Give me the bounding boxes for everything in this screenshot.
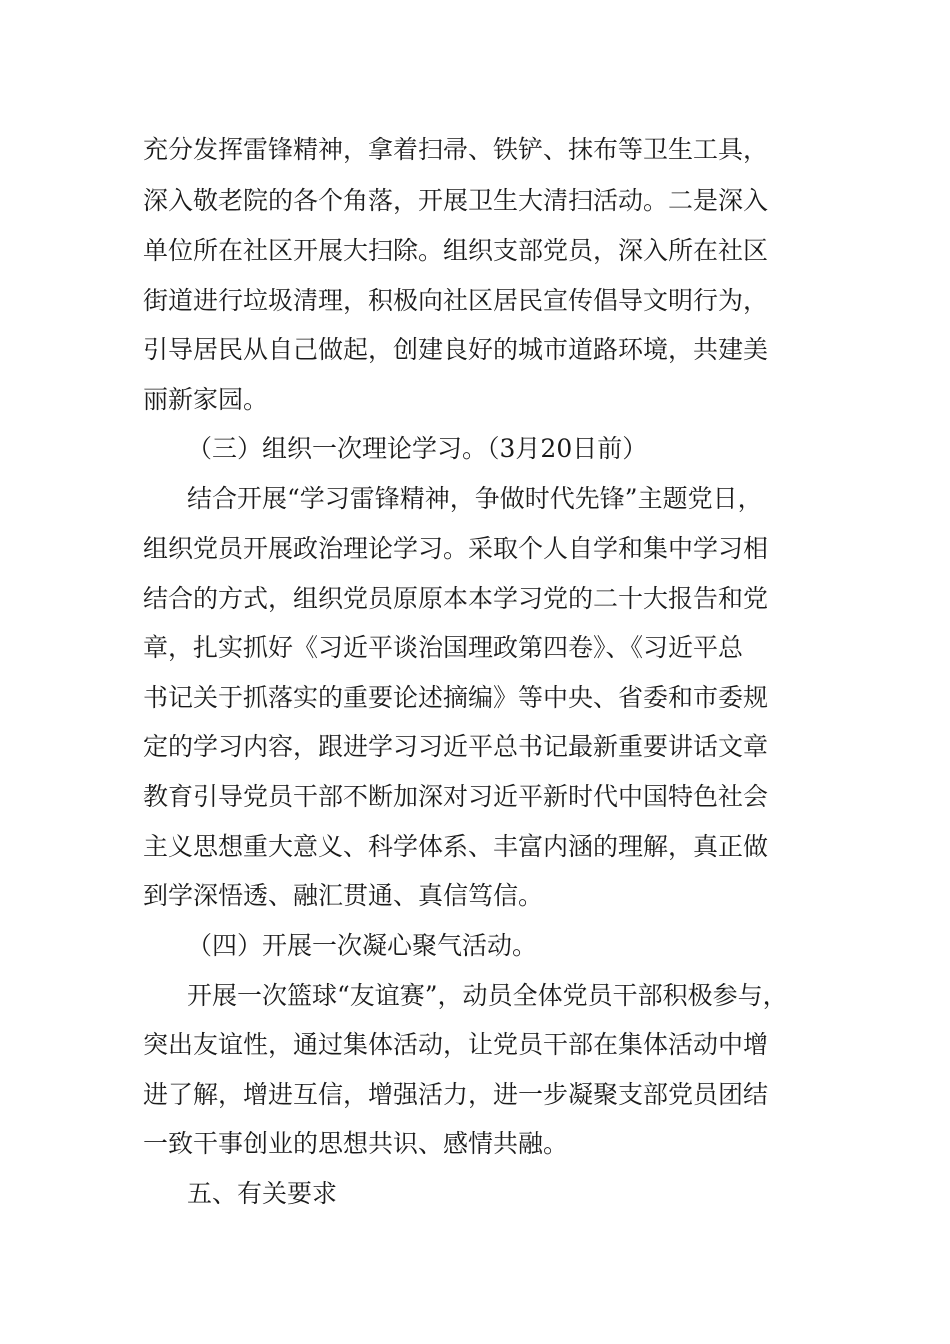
body-line: 街道进行垃圾清理，积极向社区居民宣传倡导文明行为， <box>143 286 769 315</box>
section-heading-3: （三）组织一次理论学习。（3月20日前） <box>187 434 648 463</box>
body-line: 单位所在社区开展大扫除。组织支部党员，深入所在社区 <box>143 236 769 265</box>
body-line: 丽新家园。 <box>143 385 269 414</box>
body-line: 结合开展“学习雷锋精神，争做时代先锋”主题党日， <box>187 484 763 513</box>
body-line: 深入敬老院的各个角落，开展卫生大清扫活动。二是深入 <box>143 186 769 215</box>
body-line: 进了解，增进互信，增强活力，进一步凝聚支部党员团结 <box>143 1080 769 1109</box>
body-line: 章，扎实抓好《习近平谈治国理政第四卷》、《习近平总 <box>143 633 744 662</box>
body-line: 引导居民从自己做起，创建良好的城市道路环境，共建美 <box>143 335 769 364</box>
body-line: 开展一次篮球“友谊赛”，动员全体党员干部积极参与， <box>187 981 788 1010</box>
body-line: 主义思想重大意义、科学体系、丰富内涵的理解，真正做 <box>143 832 769 861</box>
body-line: 组织党员开展政治理论学习。采取个人自学和集中学习相 <box>143 534 769 563</box>
section-heading-5: 五、有关要求 <box>187 1179 338 1208</box>
body-line: 一致干事创业的思想共识、感情共融。 <box>143 1129 569 1158</box>
section-heading-4: （四）开展一次凝心聚气活动。 <box>187 931 538 960</box>
body-line: 定的学习内容，跟进学习习近平总书记最新重要讲话文章 <box>143 732 769 761</box>
body-line: 教育引导党员干部不断加深对习近平新时代中国特色社会 <box>143 782 769 811</box>
body-line: 充分发挥雷锋精神，拿着扫帚、铁铲、抹布等卫生工具， <box>143 135 769 164</box>
body-line: 突出友谊性，通过集体活动，让党员干部在集体活动中增 <box>143 1030 769 1059</box>
body-line: 结合的方式，组织党员原原本本学习党的二十大报告和党 <box>143 584 769 613</box>
body-line: 书记关于抓落实的重要论述摘编》等中央、省委和市委规 <box>143 683 769 712</box>
body-line: 到学深悟透、融汇贯通、真信笃信。 <box>143 881 544 910</box>
